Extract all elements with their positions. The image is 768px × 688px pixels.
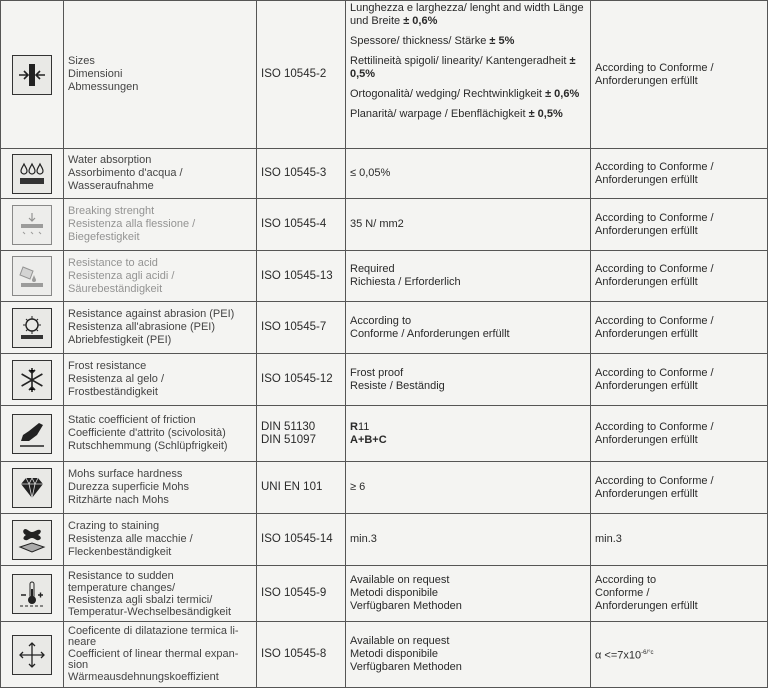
value-cell: Lunghezza e larghezza/ lenght and width Länge und Breite ± 0,6% Spessore/ thickness/ Stärke ± 5% Rettilineità spigoli/ linearity/ Kantengeradheit ± 0,5% Ortogonalità/ wedging/ Rechtwinkligkeit ± 0,6% Planarità/ warpage / Ebenflächigkeit ± 0,5% [346,1,591,149]
property-name: Sizes Dimensioni Abmessungen [64,1,257,149]
value-cell: Required Richiesta / Erforderlich [346,251,591,302]
table-row [1,406,768,462]
icon-cell [1,462,64,514]
table-row [1,199,768,251]
icon-cell [1,302,64,354]
result-cell: min.3 [591,514,768,566]
result-cell: According to Conforme / Anforderungen erfüllt [591,149,768,199]
table-row [1,514,768,566]
result-cell: According to Conforme / Anforderungen erfüllt [591,566,768,622]
property-name: Mohs surface hardness Durezza superficie Mohs Ritzhärte nach Mohs [64,462,257,514]
table-row [1,1,768,149]
result-cell: According to Conforme / Anforderungen erfüllt [591,406,768,462]
property-name: Resistance to sudden temperature changes/ Resistenza agli sbalzi termici/ Temperatur-Wechselbesändigkeit [64,566,257,622]
property-name: Crazing to staining Resistenza alle macchie / Fleckenbeständigkeit [64,514,257,566]
norm-cell: ISO 10545-2 [257,1,346,149]
value-cell: R11 A+B+C [346,406,591,462]
icon-cell [1,199,64,251]
table-row [1,149,768,199]
icon-cell [1,149,64,199]
value-cell: 35 N/ mm2 [346,199,591,251]
value-cell: min.3 [346,514,591,566]
value-cell: ≥ 6 [346,462,591,514]
icon-cell [1,251,64,302]
result-cell: $\alpha <=7x10^{-6/^\circ c}$ [591,622,768,688]
acid-resistance-icon [12,256,52,296]
value-cell: Available on request Metodi disponibile Verfügbaren Methoden [346,622,591,688]
norm-cell: ISO 10545-9 [257,566,346,622]
norm-cell: ISO 10545-3 [257,149,346,199]
table-row [1,566,768,622]
icon-cell [1,1,64,149]
shoe-friction-icon [12,414,52,454]
property-name: Water absorption Assorbimento d'acqua / Wasseraufnahme [64,149,257,199]
table-row [1,251,768,302]
property-name: Resistance to acid Resistenza agli acidi / Säurebeständigkeit [64,251,257,302]
table-row [1,622,768,688]
icon-cell [1,622,64,688]
icon-cell [1,406,64,462]
property-name: Breaking strenght Resistenza alla flessione / Biegefestigkeit [64,199,257,251]
table-row [1,354,768,406]
norm-cell: ISO 10545-8 [257,622,346,688]
icon-cell [1,354,64,406]
norm-cell: DIN 51130 DIN 51097 [257,406,346,462]
norm-cell: ISO 10545-12 [257,354,346,406]
diamond-icon [12,468,52,508]
norm-cell: ISO 10545-4 [257,199,346,251]
thermometer-icon [12,574,52,614]
abrasion-icon [12,308,52,348]
property-name: Frost resistance Resistenza al gelo / Frostbeständigkeit [64,354,257,406]
result-cell: According to Conforme / Anforderungen erfüllt [591,354,768,406]
norm-cell: ISO 10545-13 [257,251,346,302]
snowflake-icon [12,360,52,400]
norm-cell: UNI EN 101 [257,462,346,514]
value-cell: ≤ 0,05% [346,149,591,199]
result-cell: According to Conforme / Anforderungen erfüllt [591,1,768,149]
property-name: Static coefficient of friction Coefficiente d'attrito (scivolosità) Rutschhemmung (Schlüpfrigkeit) [64,406,257,462]
result-cell: According to Conforme / Anforderungen erfüllt [591,462,768,514]
norm-cell: ISO 10545-7 [257,302,346,354]
sizes-arrows-icon [12,55,52,95]
icon-cell [1,514,64,566]
thermal-expansion-icon [12,635,52,675]
property-name: Resistance against abrasion (PEI) Resistenza all'abrasione (PEI) Abriebfestigkeit (PEI) [64,302,257,354]
result-cell: According to Conforme / Anforderungen erfüllt [591,199,768,251]
value-cell: Frost proof Resiste / Beständig [346,354,591,406]
table-row [1,462,768,514]
icon-cell [1,566,64,622]
norm-cell: ISO 10545-14 [257,514,346,566]
stain-icon [12,520,52,560]
water-drops-icon [12,154,52,194]
table-row [1,302,768,354]
value-cell: Available on request Metodi disponibile Verfügbaren Methoden [346,566,591,622]
property-name: Coeficente di dilatazione termica li- neare Coefficient of linear thermal expan- sion Wärmeausdehnungskoeffizient [64,622,257,688]
result-cell: According to Conforme / Anforderungen erfüllt [591,251,768,302]
breaking-strength-icon [12,205,52,245]
value-cell: According to Conforme / Anforderungen erfüllt [346,302,591,354]
result-cell: According to Conforme / Anforderungen erfüllt [591,302,768,354]
